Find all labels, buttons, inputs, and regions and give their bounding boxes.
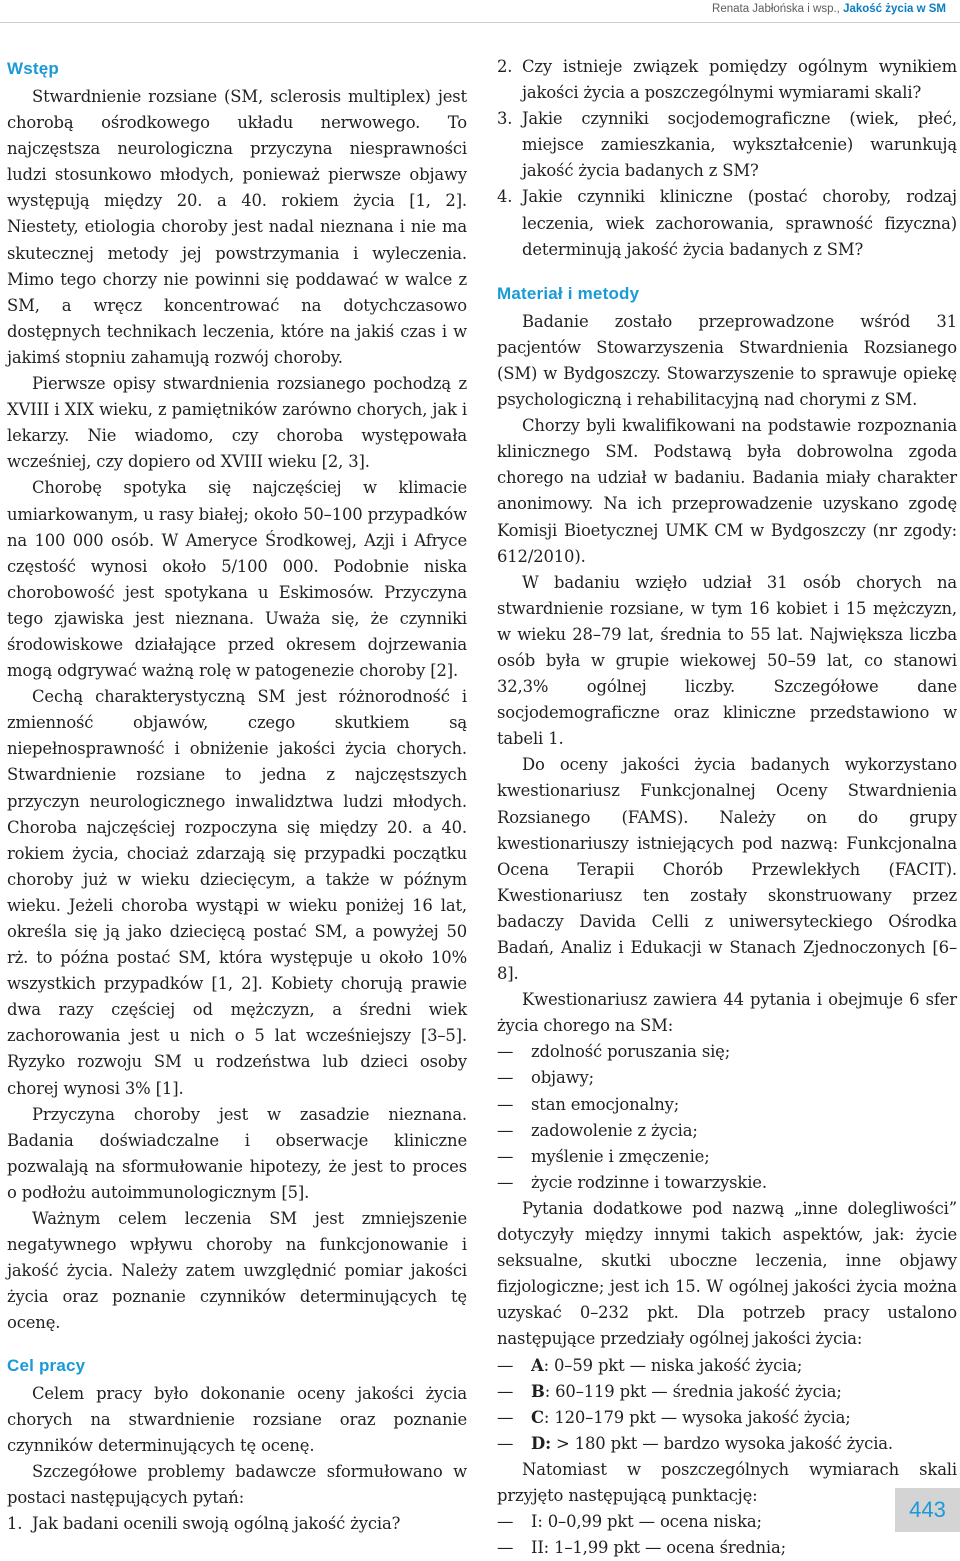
grade-text: : 0–59 pkt — niska jakość życia; (543, 1355, 803, 1375)
paragraph: Pierwsze opisy stwardnienia rozsianego pochodzą z XVIII i XIX wieku, z pamiętników zarówno chorych, jak i lekarzy. Nie wiadomo, czy choroba występowała wcześniej, czy dopiero od XVIII wieku [2, 3]. (7, 374, 467, 472)
list-number: 2. (497, 57, 513, 76)
paragraph: Chorobę spotyka się najczęściej w klimacie umiarkowanym, u rasy białej; około 50–100 przypadków na 100 000 osób. W Ameryce Środkowej, Azji i Afryce częstość wynosi około 5/100 000. Podobnie niska chorobowość jest spotykana u Eskimosów. Przyczyna tego zjawiska jest nieznana. Uważa się, że czynniki środowiskowe działające przed okresem dojrzewania mogą odgrywać ważną rolę w patogenezie choroby [2]. (7, 478, 467, 681)
list-dash: — (497, 1407, 514, 1427)
list-item (497, 1431, 957, 1457)
list-item (497, 1118, 957, 1144)
list-item (497, 54, 957, 106)
list-dash: — (497, 1068, 514, 1088)
list-item (497, 1039, 957, 1065)
list-text: objawy; (531, 1068, 594, 1088)
list-text: Czy istnieje związek pomiędzy ogólnym wynikiem jakości życia a poszczególnymi wymiarami skali? (522, 57, 957, 103)
scale-list (497, 1509, 957, 1561)
grade-text: > 180 pkt — bardzo wysoka jakość życia. (550, 1433, 893, 1453)
list-dash: — (497, 1042, 514, 1062)
list-text: I: 0–0,99 pkt — ocena niska; (531, 1512, 762, 1532)
list-dash: — (497, 1146, 514, 1166)
list-text: Jak badani ocenili swoją ogólną jakość życia? (32, 1513, 401, 1533)
list-text: myślenie i zmęczenie; (531, 1146, 710, 1166)
list-dash: — (497, 1433, 514, 1453)
list-dash: — (497, 1512, 514, 1532)
list-item (497, 1092, 957, 1118)
header-authors: Renata Jabłońska i wsp., (712, 3, 840, 15)
list-dash: — (497, 1094, 514, 1114)
list-dash: — (497, 1120, 514, 1140)
paragraph: Szczegółowe problemy badawcze sformułowano w postaci następujących pytań: (7, 1461, 467, 1507)
list-text: stan emocjonalny; (531, 1094, 680, 1114)
section-title-material-i-metody: Materiał i metody (497, 283, 640, 303)
paragraph: W badaniu wzięło udział 31 osób chorych na stwardnienie rozsiane, w tym 16 kobiet i 15 mężczyzn, w wieku 28–79 lat, średnia to 55 lat. Największa liczba osób była w grupie wiekowej 50–59 lat, co stanowi 32,3% ogólnej liczby. Szczegółowe dane socjodemograficzne oraz kliniczne przedstawiono w tabeli 1. (497, 572, 957, 749)
list-item (497, 1170, 957, 1196)
list-item (497, 106, 957, 184)
grade-label: D: (531, 1433, 551, 1453)
paragraph: Ważnym celem leczenia SM jest zmniejszenie negatywnego wpływu choroby na funkcjonowanie i jakość życia. Należy zatem uwzględnić pomiar jakości życia oraz poznanie czynników determinujących tę ocenę. (7, 1209, 467, 1333)
list-text: II: 1–1,99 pkt — ocena średnia; (531, 1538, 786, 1558)
paragraph: Przyczyna choroby jest w zasadzie nieznana. Badania doświadczalne i obserwacje kliniczne pozwalają na sformułowanie hipotezy, że jest to proces o podłożu autoimmunologicznym [5]. (7, 1104, 467, 1202)
left-column (7, 54, 467, 1537)
section-title-cel-pracy: Cel pracy (7, 1355, 86, 1375)
grade-label: A (531, 1355, 544, 1375)
list-item (7, 1511, 467, 1537)
list-dash: — (497, 1381, 514, 1401)
quality-grades-list (497, 1353, 957, 1457)
list-dash: — (497, 1355, 514, 1375)
list-number: 4. (497, 187, 513, 207)
grade-text: : 60–119 pkt — średnia jakość życia; (544, 1381, 842, 1401)
right-column (497, 54, 957, 1561)
list-text: zdolność poruszania się; (531, 1042, 731, 1062)
paragraph: Chorzy byli kwalifikowani na podstawie rozpoznania klinicznego SM. Podstawą była dobrowolna zgoda chorego na udział w badaniu. Badania miały charakter anonimowy. Na ich przeprowadzenie uzyskano zgodę Komisji Bioetycznej UMK CM w Bydgoszczy (nr zgody: 612/2010). (497, 416, 957, 566)
list-item (497, 1144, 957, 1170)
list-text: zadowolenie z życia; (531, 1120, 698, 1140)
list-text: życie rodzinne i towarzyskie. (531, 1172, 767, 1192)
list-item (497, 1353, 957, 1379)
grade-text: : 120–179 pkt — wysoka jakość życia; (543, 1407, 851, 1427)
list-number: 1. (7, 1513, 23, 1533)
life-spheres-list (497, 1039, 957, 1196)
list-number: 3. (497, 109, 513, 129)
paragraph: Cechą charakterystyczną SM jest różnorodność i zmienność objawów, czego skutkiem są niepełnosprawność i obniżenie jakości życia chorych. Stwardnienie rozsiane to jedna z najczęstszych przyczyn neurologicznego inwalidztwa ludzi młodych. Choroba najczęściej rozpoczyna się między 20. a 40. rokiem życia, chociaż zdarzają się przypadki początku choroby już w wieku dziecięcym, a także w późnym wieku. Jeżeli choroba wystąpi w wieku poniżej 16 lat, określa się ją jako dziecięcą postać SM, a powyżej 50 rż. to późna postać SM, która występuje u około 10% wszystkich przypadków [1, 2]. Kobiety chorują prawie dwa razy częściej od mężczyzn, a średni wiek zachorowania jest u nich o 5 lat wcześniejszy [3–5]. Ryzyko rozwoju SM u rodzeństwa lub dzieci osoby chorej wynosi 3% [1]. (7, 687, 467, 1098)
list-text: Jakie czynniki socjodemograficzne (wiek, płeć, miejsce zamieszkania, wykształcenie) warunkują jakość życia badanych z SM? (522, 109, 957, 181)
paragraph: Do oceny jakości życia badanych wykorzystano kwestionariusz Funkcjonalnej Oceny Stwardnienia Rozsianego (FAMS). Należy on do grupy kwestionariuszy istniejących pod nazwą: Funkcjonalna Ocena Terapii Chorób Przewlekłych (FACIT). Kwestionariusz ten zostały skonstruowany przez badaczy Davida Celli z uniwersyteckiego Ośrodka Badań, Analiz i Edukacji w Stanach Zjednoczonych [6–8]. (497, 755, 957, 984)
paragraph: Natomiast w poszczególnych wymiarach skali przyjęto następującą punktację: (497, 1459, 957, 1505)
header-title: Jakość życia w SM (843, 3, 946, 15)
running-head (0, 0, 960, 23)
list-item (497, 1065, 957, 1091)
list-dash: — (497, 1172, 514, 1192)
paragraph: Pytania dodatkowe pod nazwą „inne dolegliwości” dotyczyły między innymi takich aspektów, jak: życie seksualne, skutki uboczne leczenia, inne objawy fizjologiczne; jest ich 15. W ogólnej jakości życia można uzyskać 0–232 pkt. Dla potrzeb pracy ustalono następujące przedziały ogólnej jakości życia: (497, 1198, 957, 1349)
list-item (497, 1535, 957, 1561)
paragraph: Stwardnienie rozsiane (SM, sclerosis multiplex) jest chorobą ośrodkowego układu nerwowego. To najczęstsza neurologiczna przyczyna niesprawności ludzi stosunkowo młodych, ponieważ pierwsze objawy występują między 20. a 40. rokiem życia [1, 2]. Niestety, etiologia choroby jest nadal nieznana i nie ma skutecznej metody jej powstrzymania i wyleczenia. Mimo tego chorzy nie powinni się poddawać w walce z SM, a wręcz koncentrować na dotychczasowo dostępnych technikach leczenia, które na jakiś czas i w jakimś stopniu zahamują rozwój choroby. (7, 87, 467, 367)
grade-label: B (531, 1381, 545, 1401)
paragraph: Badanie zostało przeprowadzone wśród 31 pacjentów Stowarzyszenia Stwardnienia Rozsianego (SM) w Bydgoszczy. Stowarzyszenie to sprawuje opiekę psychologiczną i rehabilitacyjną nad chorymi z SM. (497, 311, 957, 410)
list-item (497, 1405, 957, 1431)
list-text: Jakie czynniki kliniczne (postać choroby, rodzaj leczenia, wiek zachorowania, sprawność fizyczna) determinują jakość życia badanych z SM? (522, 187, 957, 259)
list-item (497, 1509, 957, 1535)
list-item (497, 1379, 957, 1405)
list-dash: — (497, 1538, 514, 1558)
page-number: 443 (895, 1488, 960, 1532)
research-questions-list (7, 1511, 467, 1537)
grade-label: C (531, 1407, 544, 1427)
paragraph: Kwestionariusz zawiera 44 pytania i obejmuje 6 sfer życia chorego na SM: (497, 990, 957, 1036)
section-title-wstep: Wstęp (7, 59, 59, 78)
paragraph: Celem pracy było dokonanie oceny jakości życia chorych na stwardnienie rozsiane oraz poznanie czynników determinujących tę ocenę. (7, 1383, 467, 1455)
research-questions-list-cont (497, 54, 957, 263)
list-item (497, 184, 957, 262)
